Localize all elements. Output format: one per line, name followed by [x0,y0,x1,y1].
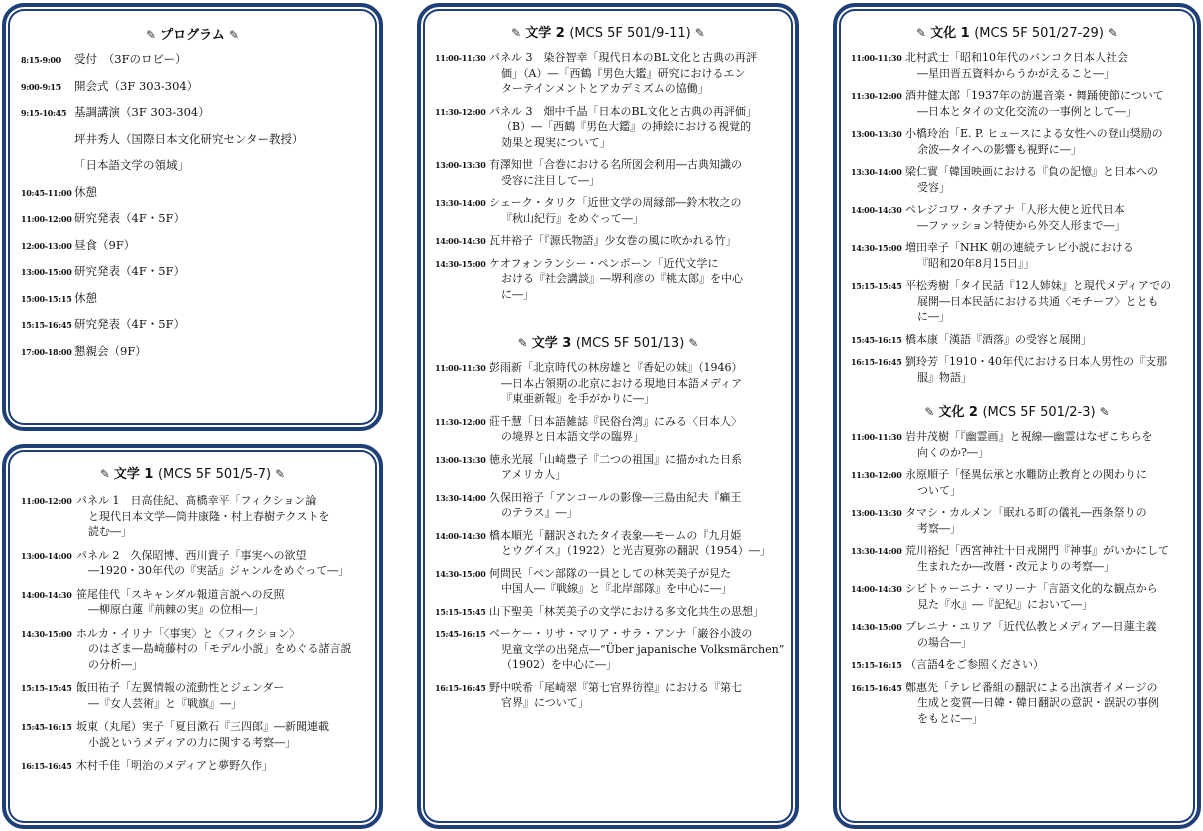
schedule-entry [837,126,1197,157]
schedule-entry [421,256,795,303]
time-slot: 15:00-15:15 [21,293,72,304]
schedule-entry [837,543,1197,574]
schedule-entry [6,719,379,750]
time-slot: 14:00-14:30 [21,589,72,600]
session-text [74,317,379,333]
session-line: 橋本順光「翻訳されたタイ表象―モームの『九月姫 [489,528,742,542]
session-line: 徳永光展「山崎豊子『二つの祖国』に描かれた日系 [489,452,742,466]
session-text [905,202,1197,233]
time-slot: 13:30-14:00 [851,546,902,556]
program-panel [2,3,383,431]
time-slot: 14:30-15:00 [435,568,486,579]
time-slot: 13:00-15:00 [21,267,72,277]
session-line: の分析―」 [88,657,143,671]
time-slot: 13:30-14:00 [851,167,902,177]
session-line: ベーケー・リサ・マリア・サラ・アンナ「巌谷小波の [489,627,753,640]
literature-2-title: ✎ 文学 2 (MCS 5F 501/9-11) ✎ [511,26,705,41]
session-line: 研究発表（4F・5F） [74,317,186,331]
session-line: 懇親会（9F） [74,343,147,358]
time-slot: 13:00-13:30 [851,129,902,139]
session-line: シビトゥーニナ・マリーナ「言語文化的な観点から [905,582,1158,595]
time-slot: 14:30-15:00 [851,243,902,253]
session-text [74,238,379,254]
session-line: 研究発表（4F・5F） [74,264,186,278]
schedule-entry [837,88,1197,119]
session-line: ―『女人芸術』と『戦旗』―」 [88,696,242,710]
session-line: 基調講演（3F 303-304） [74,105,210,119]
pencil-icon: ✎ [1107,26,1118,40]
session-text [489,680,795,711]
pencil-icon: ✎ [924,405,935,419]
schedule-entry [421,50,795,97]
session-line: 何問民「ペン部隊の一員としての林芙美子が見た [489,566,731,580]
schedule-entry [6,758,379,774]
schedule-entry [421,452,795,483]
session-text [905,429,1197,460]
time-slot: 11:30-12:00 [851,470,902,480]
session-line: の境界と日本語文学の臨界」 [501,430,644,443]
schedule-entry [6,317,379,333]
session-line: （B）―「西鶴『男色大鑑』の挿絵における視覚的 [501,120,752,133]
time-slot: 15:15-16:15 [851,660,902,670]
session-line: 坪井秀人（国際日本文化研究センター教授） [74,131,304,146]
session-line: 研究発表（4F・5F） [74,211,186,225]
session-text [905,354,1197,385]
schedule-entry [6,238,379,254]
session-line: シェーク・タリク「近世文学の周縁部―鈴木牧之の [489,196,742,209]
session-line: に―」 [501,287,534,301]
session-line: 生成と変質―日韓・韓日翻訳の意訳・誤訳の事例 [917,696,1159,709]
session-text [905,278,1197,325]
time-slot: 15:45-16:15 [435,629,486,639]
session-line: （1902）を中心に―」 [501,658,617,671]
session-line: 『昭和20年8月15日』」 [917,256,1035,270]
schedule-entry [837,657,1197,673]
session-line: 価」（A）―「西鶴『男色大鑑』研究におけるエン [501,66,746,80]
time-slot: 13:00-14:00 [21,550,72,561]
session-text [74,132,379,148]
session-text [905,164,1197,195]
session-line: ―日本とタイの文化交流の一事例として―」 [917,104,1137,118]
session-text [489,490,795,521]
session-text [76,626,379,673]
session-line: 飯田祐子「左翼情報の流動性とジェンダー [76,681,285,694]
session-text [489,604,795,620]
session-line: パネル 3 染谷智幸「現代日本のBL文化と古典の再評 [489,51,757,64]
session-line: ―日本占領期の北京における現地日本語メディア [501,376,743,390]
time-slot: 16:15-16:45 [851,357,902,367]
session-line: ケオフォンランシー・ペンポーン「近代文学に [489,256,719,270]
session-line: 有澤知世「合巻における名所図会利用―古典知識の [489,158,742,171]
session-text [76,493,379,540]
pencil-icon: ✎ [694,26,705,40]
time-slot: 13:00-13:30 [435,160,486,170]
schedule-entry [6,132,379,148]
session-text [489,360,795,407]
time-slot: 11:30-12:00 [435,106,486,117]
schedule-entry [6,493,379,540]
session-line: ―柳原白蓮『荊棘の実』の位相―」 [88,603,264,616]
session-text [905,332,1197,348]
schedule-entry [421,626,795,673]
session-text [905,126,1197,157]
time-slot: 15:15-15:45 [21,683,72,693]
time-slot: 11:00-11:30 [435,363,486,373]
pencil-icon: ✎ [1099,405,1110,419]
session-line: ついて」 [917,483,961,497]
session-line: 児童文学の出発点―“Über japanische Volksmärchen” [501,642,785,656]
time-slot: 9:15-10:45 [21,108,67,118]
culture-1-title: ✎ 文化 1 (MCS 5F 501/27-29) ✎ [916,26,1118,41]
session-text [74,291,379,307]
schedule-entry [6,211,379,227]
session-line: 効果と現実について」 [501,135,611,149]
session-line: 莊千慧「日本語雑誌『民俗台湾』にみる〈日本人〉 [489,414,742,428]
session-text [74,105,379,121]
schedule-entry [421,604,795,620]
session-line: 展開―日本民話における共通〈モチーフ〉ととも [917,294,1159,308]
session-line: 服』物語」 [917,370,972,384]
time-slot: 17:00-18:00 [21,346,72,357]
program-title: ✎ プログラム ✎ [146,28,239,43]
time-slot: 16:15-16:45 [21,761,72,771]
time-slot: 13:30-14:00 [435,492,486,503]
session-line: 鄭惠先「テレビ番組の翻訳による出演者イメージの [905,680,1158,694]
time-slot: 11:00-12:00 [21,496,72,506]
schedule-entry [421,195,795,226]
session-line: 劉玲芳「1910・40年代における日本人男性の『支那 [905,355,1167,368]
time-slot: 15:15-15:45 [851,281,902,291]
schedule-entry [837,680,1197,727]
session-line: パネル 2 久保昭博、西川貴子「事実への欲望 [76,548,307,562]
session-line: 余波―タイへの影響も視野に―」 [917,142,1082,156]
session-text [489,233,795,249]
session-line: パネル 3 畑中千晶「日本のBL文化と古典の再評価」 [489,104,757,118]
pencil-icon: ✎ [275,467,286,481]
session-line: 官界』について」 [501,696,589,709]
session-text [489,256,795,303]
session-text [74,158,379,174]
session-text [74,185,379,201]
session-line: 岩井茂樹「『幽霊画』と視線―幽霊はなぜこちらを [905,430,1153,443]
session-line: 生まれたか―改暦・改元よりの考察―」 [917,559,1115,573]
session-line: ターテインメントとアカデミズムの協働」 [501,82,709,95]
time-slot: 11:00-12:00 [21,214,72,224]
schedule-entry [6,79,379,95]
time-slot: 11:30-12:00 [435,416,486,427]
session-text [76,719,379,750]
session-text [74,344,379,360]
schedule-entry [6,626,379,673]
time-slot: 13:00-13:30 [851,508,902,518]
session-line: 受容」 [917,180,950,194]
session-text [489,195,795,226]
session-line: のテラス』―」 [501,506,578,519]
schedule-entry [421,104,795,151]
time-slot: 15:45-16:15 [21,722,72,732]
session-line: 北村武士「昭和10年代のバンコク日本人社会 [905,51,1128,64]
session-text [905,505,1197,536]
session-line: 休憩 [74,290,97,305]
session-text [76,758,379,774]
session-text [74,211,379,227]
session-text [905,50,1197,81]
session-text [74,264,379,280]
session-line: ペレジコワ・タチアナ「人形大使と近代日本 [905,203,1125,216]
session-line: をもとに―」 [917,711,983,725]
session-line: 向くのか?―」 [917,445,989,459]
time-slot: 16:15-16:45 [435,682,486,693]
session-line: 彭雨新「北京時代の林房雄と『香妃の妹』（1946） [489,361,743,374]
schedule-entry [837,429,1197,460]
pencil-icon: ✎ [99,467,110,481]
session-text [489,528,795,559]
time-slot: 14:00-14:30 [435,236,486,246]
session-line: 野中咲希「尾崎翠『第七官界彷徨』における『第七 [489,680,742,694]
time-slot: 9:00-9:15 [21,81,61,92]
literature-1-panel [2,444,383,829]
session-line: の場合―」 [917,635,972,649]
literature-3-title: ✎ 文学 3 (MCS 5F 501/13) ✎ [517,336,699,351]
session-line: 読む―」 [88,525,132,538]
session-line: 橋本康「漢語『酒落』の受容と展開」 [905,332,1092,346]
schedule-entry [6,158,379,174]
schedule-entry [6,548,379,579]
schedule-entry [837,202,1197,233]
session-text [905,240,1197,271]
session-text [76,548,379,579]
session-line: 考察―」 [917,521,961,535]
session-line: 中国人―『戦線』と『北岸部隊』を中心に―」 [501,582,732,595]
time-slot: 14:00-14:30 [435,530,486,541]
session-line: 休憩 [74,184,97,199]
session-text [74,79,379,95]
session-line: （言語4をご参照ください） [905,658,1044,671]
schedule-entry [421,360,795,407]
culture-2-list [837,429,1197,726]
session-line: 小橋玲治「E. P. ヒュースによる女性への登山奨励の [905,127,1163,140]
time-slot: 15:15-16:45 [21,320,72,330]
time-slot: 11:00-11:30 [435,53,486,63]
session-line: 坂東（丸尾）実子「夏目漱石『三四郎』―新聞連載 [76,720,329,733]
schedule-entry [6,185,379,201]
session-line: 『東亜新報』を手がかりに―」 [501,392,655,405]
session-line: のはざま―島崎藤村の「モデル小説」をめぐる諸言説 [88,642,352,655]
pencil-icon: ✎ [146,28,157,42]
session-line: 平松秀樹「タイ民話『12人姉妹』と現代メディアでの [905,279,1172,292]
culture-2-title: ✎ 文化 2 (MCS 5F 501/2-3) ✎ [924,405,1110,420]
session-line: 永原順子「怪異伝承と水難防止教育との関わりに [905,468,1147,481]
session-line: 荒川裕紀「西宮神社十日戎開門『神事』がいかにして [905,544,1169,557]
schedule-entry [6,105,379,121]
pencil-icon: ✎ [517,336,528,350]
session-text [76,587,379,618]
schedule-entry [837,467,1197,498]
session-text [489,414,795,445]
pencil-icon: ✎ [228,28,239,42]
schedule-entry [421,528,795,559]
time-slot: 13:00-13:30 [435,454,486,465]
time-slot: 11:00-11:30 [851,53,902,63]
session-text [489,157,795,188]
session-line: ―1920・30年代の『実話』ジャンルをめぐって―」 [88,564,350,577]
schedule-entry [6,680,379,711]
session-text [905,680,1197,727]
time-slot: 15:45-16:15 [851,334,902,345]
session-line: 笹尾佳代「スキャンダル報道言説への反照 [76,587,285,601]
culture-panel [833,3,1201,829]
schedule-entry [837,240,1197,271]
schedule-entry [421,414,795,445]
session-line: 受付 （3Fのロビー） [74,52,187,66]
session-text [489,50,795,97]
schedule-entry [421,157,795,188]
session-line: 山下聖美「林芙美子の文学における多文化共生の思想」 [489,604,764,618]
time-slot: 14:00-14:30 [851,584,902,594]
schedule-entry [837,354,1197,385]
program-list [6,52,379,359]
session-line: 受容に注目して―」 [501,173,600,187]
time-slot: 10:45-11:00 [21,187,72,198]
time-slot: 16:15-16:45 [851,682,902,693]
literature-2-list [421,50,795,302]
session-line: ホルカ・イリナ「〈事実〉と〈フィクション〉 [76,626,301,640]
time-slot: 11:00-11:30 [851,432,902,442]
time-slot: 14:30-15:00 [851,622,902,632]
schedule-entry [837,581,1197,612]
session-line: 見た『水』―『記紀』において―」 [917,597,1093,611]
session-text [905,88,1197,119]
literature-1-list [6,493,379,774]
session-line: と現代日本文学―筒井康隆・村上春樹テクストを [88,509,330,523]
pencil-icon: ✎ [511,26,522,40]
session-text [76,680,379,711]
session-line: ―ファッション特使から外交人形まで―」 [917,218,1126,232]
schedule-entry [837,332,1197,348]
session-text [905,543,1197,574]
session-line: アメリカ人」 [501,468,567,481]
schedule-entry [837,50,1197,81]
time-slot: 14:30-15:00 [21,628,72,639]
session-line: ―星田晋五資料からうかがえること―」 [917,66,1115,80]
session-line: 瓦井裕子「『源氏物語』少女巻の風に吹かれる竹」 [489,234,737,247]
session-line: 梁仁實「韓国映画における『負の記憶』と日本への [905,165,1158,178]
session-line: 久保田裕子「アンコールの影像―三島由紀夫『癩王 [489,490,742,504]
session-line: 増田幸子「NHK 朝の連続テレビ小説における [905,241,1134,254]
time-slot: 14:30-15:00 [435,258,486,269]
session-line: 酒井健太郎「1937年の訪暹音楽・舞踊使節について [905,89,1164,102]
session-line: タマシ・カルメン「眠れる町の儀礼―西条祭りの [905,506,1147,519]
session-line: とウグイス』（1922）と光吉夏弥の翻訳（1954）―」 [501,544,771,557]
session-line: パネル 1 日高佳紀、髙橋幸平「フィクション論 [76,494,317,507]
session-line: に―」 [917,310,950,323]
literature-1-title: ✎ 文学 1 (MCS 5F 501/5-7) ✎ [99,467,286,482]
time-slot: 11:30-12:00 [851,91,902,101]
schedule-entry [6,264,379,280]
culture-1-list [837,50,1197,385]
schedule-entry [837,278,1197,325]
session-text [905,619,1197,650]
time-slot: 13:30-14:00 [435,198,486,208]
schedule-entry [421,233,795,249]
schedule-entry [837,164,1197,195]
time-slot [21,132,74,135]
session-line: 昼食（9F） [74,237,136,252]
session-line: おける『社会講談』―堺利彦の『桃太郎』を中心 [501,272,743,285]
schedule-entry [6,587,379,618]
time-slot: 8:15-9:00 [21,55,61,65]
session-text [905,581,1197,612]
session-line: 開会式（3F 303-304） [74,78,199,93]
schedule-entry [837,505,1197,536]
pencil-icon: ✎ [688,336,699,350]
literature-3-list [421,360,795,711]
session-text [74,52,379,68]
session-line: 木村千佳「明治のメディアと夢野久作」 [76,759,274,772]
schedule-entry [421,566,795,597]
session-line: 「日本語文学の領域」 [74,158,189,172]
time-slot: 14:00-14:30 [851,205,902,215]
schedule-entry [837,619,1197,650]
schedule-entry [6,52,379,68]
time-slot: 12:00-13:00 [21,240,72,251]
session-text [489,104,795,151]
schedule-entry [6,344,379,360]
literature-2-3-panel [417,3,799,829]
session-text [489,452,795,483]
session-line: プレニナ・ユリア「近代仏教とメディア―日蓮主義 [905,620,1157,633]
schedule-entry [421,680,795,711]
time-slot: 15:15-15:45 [435,606,486,617]
pencil-icon: ✎ [916,26,927,40]
session-text [905,657,1197,673]
schedule-entry [421,490,795,521]
time-slot [21,158,74,161]
session-text [905,467,1197,498]
session-line: 小説というメディアの力に関する考察―」 [88,735,297,749]
schedule-entry [6,291,379,307]
session-text [489,626,795,673]
session-line: 『秋山紀行』をめぐって―」 [501,211,644,225]
session-text [489,566,795,597]
